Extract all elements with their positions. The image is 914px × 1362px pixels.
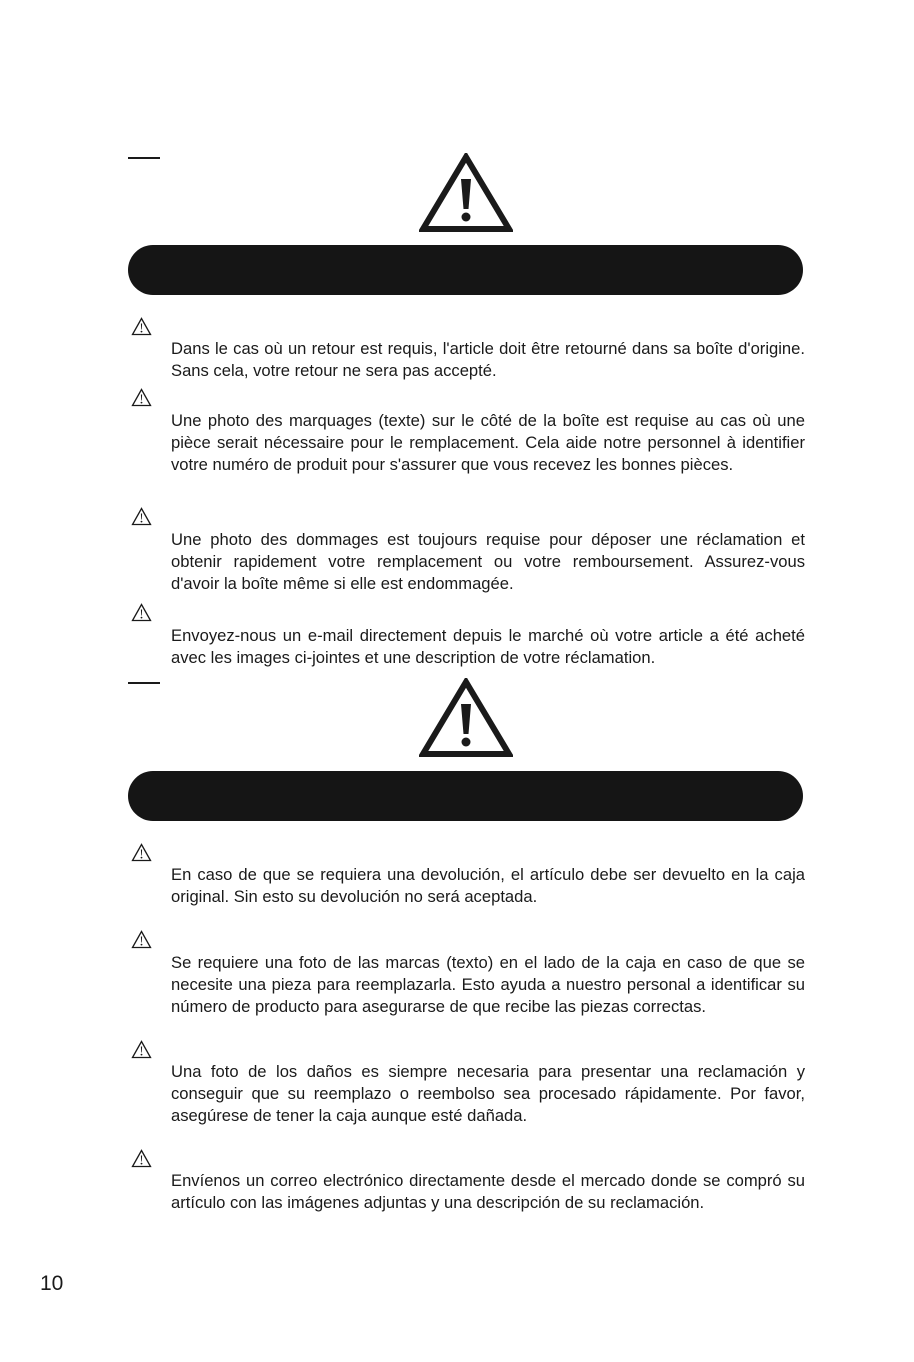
paragraph-es-3: Una foto de los daños es siempre necesaria para presentar una reclamación y conseguir que su reemplazo o reembolso sea procesado rápidamente. Por favor, asegúrese de tener la caja aunque esté dañada. (171, 1062, 805, 1125)
paragraph-fr-1: Dans le cas où un retour est requis, l'article doit être retourné dans sa boîte d'origine. Sans cela, votre retour ne sera pas accepté. (171, 339, 805, 380)
small-warning-icon (131, 1149, 152, 1168)
small-warning-icon (131, 388, 152, 407)
small-warning-icon (131, 843, 152, 862)
paragraph-es-2: Se requiere una foto de las marcas (texto) en el lado de la caja en caso de que se necesite una pieza para reemplazarla. Esto ayuda a nuestro personal a identificar su número de producto para asegurarse de que recibe las piezas correctas. (171, 953, 805, 1016)
small-warning-icon (131, 507, 152, 526)
small-warning-icon (131, 930, 152, 949)
warning-triangle-icon (419, 153, 513, 233)
section-banner-es (128, 771, 803, 821)
section-banner-fr (128, 245, 803, 295)
paragraph-fr-4: Envoyez-nous un e-mail directement depuis le marché où votre article a été acheté avec les images ci-jointes et une description de votre réclamation. (171, 626, 805, 667)
section-dash-fr (128, 157, 160, 159)
paragraph-fr-2: Une photo des marquages (texte) sur le côté de la boîte est requise au cas où une pièce serait nécessaire pour le remplacement. Cela aide notre personnel à identifier votre numéro de produit pour s'assurer que vous recevez les bonnes pièces. (171, 411, 805, 474)
warning-triangle-icon (419, 678, 513, 758)
page-number: 10 (40, 1272, 64, 1295)
paragraph-es-1: En caso de que se requiera una devolución, el artículo debe ser devuelto en la caja original. Sin esto su devolución no será aceptada. (171, 865, 805, 906)
small-warning-icon (131, 317, 152, 336)
small-warning-icon (131, 603, 152, 622)
paragraph-fr-3: Une photo des dommages est toujours requise pour déposer une réclamation et obtenir rapidement votre remplacement ou votre remboursement. Assurez-vous d'avoir la boîte même si elle est endommagée. (171, 530, 805, 593)
small-warning-icon (131, 1040, 152, 1059)
section-dash-es (128, 682, 160, 684)
paragraph-es-4: Envíenos un correo electrónico directamente desde el mercado donde se compró su artículo con las imágenes adjuntas y una descripción de su reclamación. (171, 1171, 805, 1212)
